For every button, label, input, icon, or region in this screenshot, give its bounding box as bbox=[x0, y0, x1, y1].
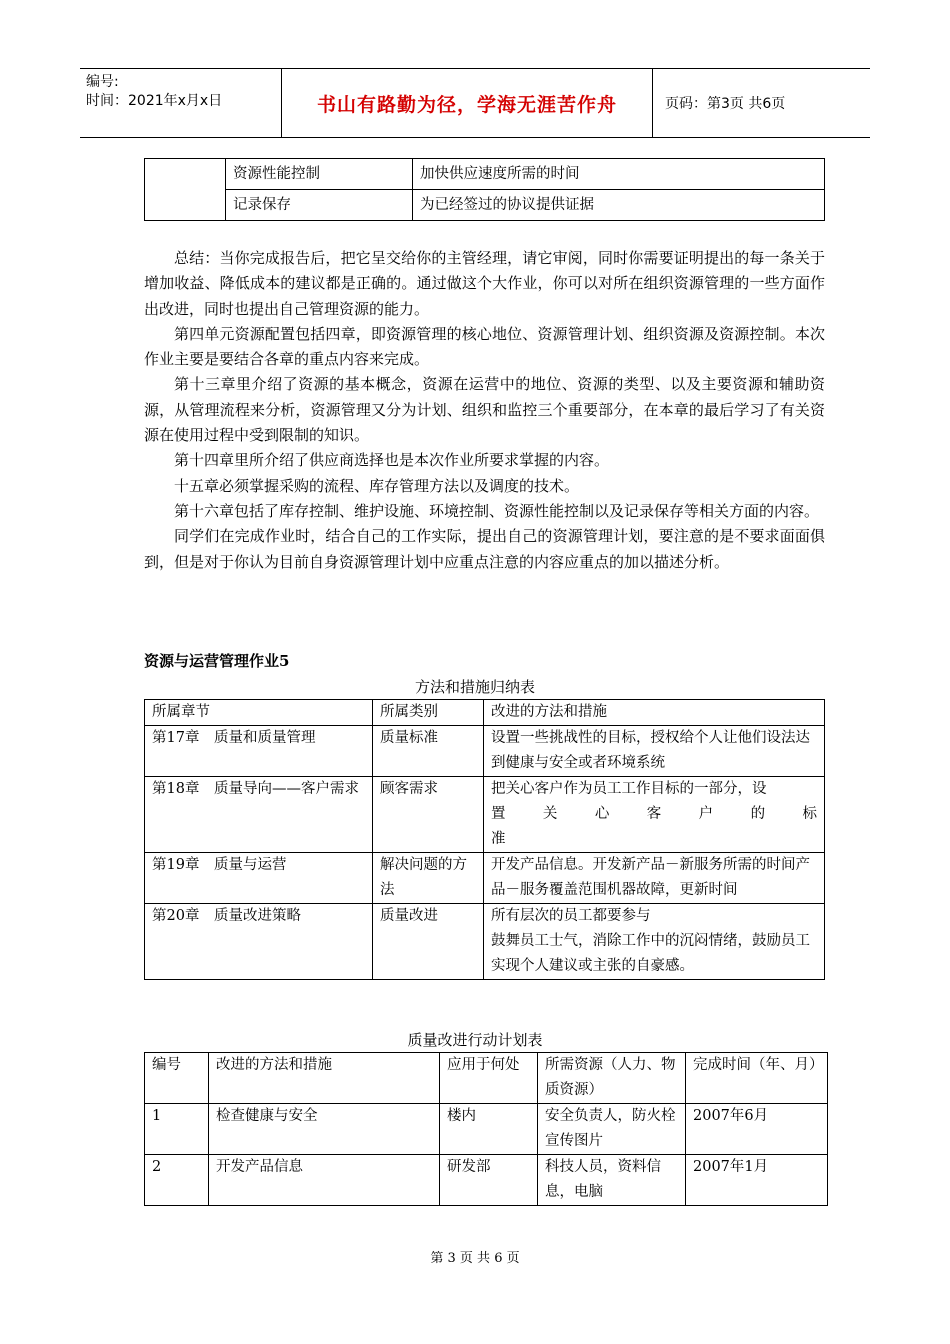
column-header: 编号 bbox=[145, 1053, 209, 1104]
table-cell: 顾客需求 bbox=[373, 777, 484, 853]
number-label: 编号: bbox=[86, 74, 119, 90]
table-row bbox=[145, 1155, 828, 1206]
table-cell: 第19章 质量与运营 bbox=[145, 853, 373, 904]
table-cell bbox=[484, 777, 825, 853]
table-cell: 记录保存 bbox=[226, 190, 413, 221]
table-row bbox=[145, 904, 825, 980]
plan-table bbox=[144, 1052, 828, 1206]
table-cell: 研发部 bbox=[440, 1155, 538, 1206]
cell-line: 所有层次的员工都要参与 bbox=[491, 908, 651, 924]
table-cell bbox=[484, 904, 825, 980]
column-header: 改进的方法和措施 bbox=[484, 700, 825, 726]
methods-table bbox=[144, 699, 825, 980]
empty-cell bbox=[145, 159, 226, 221]
table-header-row bbox=[145, 700, 825, 726]
table-cell: 资源性能控制 bbox=[226, 159, 413, 190]
cell-line: 置关心客户的标 bbox=[491, 806, 817, 822]
table-cell: 安全负责人，防火栓宣传图片 bbox=[538, 1104, 686, 1155]
table-cell: 质量改进 bbox=[373, 904, 484, 980]
column-header: 所需资源（人力、物质资源） bbox=[538, 1053, 686, 1104]
column-header: 所属类别 bbox=[373, 700, 484, 726]
header-page-label: 页码：第3页 共6页 bbox=[665, 96, 786, 112]
table-cell: 加快供应速度所需的时间 bbox=[413, 159, 825, 190]
column-header: 应用于何处 bbox=[440, 1053, 538, 1104]
paragraph: 第四单元资源配置包括四章，即资源管理的核心地位、资源管理计划、组织资源及资源控制。本次作业主要是要结合各章的重点内容来完成。 bbox=[144, 324, 825, 369]
table-row bbox=[145, 1104, 828, 1155]
cell-line: 鼓舞员工士气，消除工作中的沉闷情绪，鼓励员工实现个人建议或主张的自豪感。 bbox=[491, 933, 810, 974]
table-cell: 开发产品信息 bbox=[209, 1155, 440, 1206]
table-cell: 2 bbox=[145, 1155, 209, 1206]
cell-line: 准 bbox=[491, 831, 506, 847]
table-cell: 第17章 质量和质量管理 bbox=[145, 726, 373, 777]
table-cell: 设置一些挑战性的目标，授权给个人让他们设法达到健康与安全或者环境系统 bbox=[484, 726, 825, 777]
column-header: 完成时间（年、月） bbox=[686, 1053, 828, 1104]
paragraph: 同学们在完成作业时，结合自己的工作实际，提出自己的资源管理计划，要注意的是不要求面面俱到，但是对于你认为目前自身资源管理计划中应重点注意的内容应重点的加以描述分析。 bbox=[144, 527, 825, 571]
table-row bbox=[145, 159, 825, 190]
column-header: 所属章节 bbox=[145, 700, 373, 726]
table-cell: 科技人员，资料信息，电脑 bbox=[538, 1155, 686, 1206]
page-header bbox=[80, 68, 870, 138]
paragraph: 第十四章里所介绍了供应商选择也是本次作业所要求掌握的内容。 bbox=[174, 451, 610, 470]
table-header-row bbox=[145, 1053, 828, 1104]
section-title: 资源与运营管理作业5 bbox=[144, 652, 290, 670]
table-cell: 2007年6月 bbox=[686, 1104, 828, 1155]
table-row bbox=[145, 726, 825, 777]
methods-table-caption: 方法和措施归纳表 bbox=[414, 678, 535, 696]
paragraph: 十五章必须掌握采购的流程、库存管理方法以及调度的技术。 bbox=[174, 476, 580, 495]
column-header: 改进的方法和措施 bbox=[209, 1053, 440, 1104]
table-cell: 第20章 质量改进策略 bbox=[145, 904, 373, 980]
cell-line: 把关心客户作为员工工作目标的一部分，设 bbox=[491, 781, 767, 797]
paragraph: 第十三章里介绍了资源的基本概念，资源在运营中的地位、资源的类型、以及主要资源和辅助资源，从管理流程来分析，资源管理又分为计划、组织和监控三个重要部分，在本章的最后学习了有关资源在使用过程中受到限制的知识。 bbox=[144, 375, 825, 445]
table-row bbox=[145, 777, 825, 853]
paragraph: 总结：当你完成报告后，把它呈交给你的主管经理，请它审阅，同时你需要证明提出的每一条关于增加收益、降低成本的建议都是正确的。通过做这个大作业，你可以对所在组织资源管理的一些方面作出改进，同时也提出自己管理资源的能力。 bbox=[144, 249, 825, 318]
table-cell: 解决问题的方法 bbox=[373, 853, 484, 904]
table-cell: 1 bbox=[145, 1104, 209, 1155]
header-motto: 书山有路勤为径，学海无涯苦作舟 bbox=[282, 69, 653, 137]
paragraph: 第十六章包括了库存控制、维护设施、环境控制、资源性能控制以及记录保存等相关方面的内容。 bbox=[174, 501, 820, 520]
table-cell: 为已经签过的协议提供证据 bbox=[413, 190, 825, 221]
resource-table-continued bbox=[144, 158, 825, 221]
table-cell: 质量标准 bbox=[373, 726, 484, 777]
table-cell: 楼内 bbox=[440, 1104, 538, 1155]
header-meta bbox=[80, 69, 282, 137]
table-row bbox=[145, 853, 825, 904]
table-cell: 2007年1月 bbox=[686, 1155, 828, 1206]
table-cell: 第18章 质量导向——客户需求 bbox=[145, 777, 373, 853]
body-text bbox=[144, 246, 825, 575]
plan-table-caption: 质量改进行动计划表 bbox=[407, 1031, 543, 1049]
table-row bbox=[145, 190, 825, 221]
time-label: 时间：2021年x月x日 bbox=[86, 93, 223, 109]
page-footer: 第 3 页 共 6 页 bbox=[430, 1251, 520, 1266]
table-cell: 检查健康与安全 bbox=[209, 1104, 440, 1155]
table-cell: 开发产品信息。开发新产品－新服务所需的时间产品－服务覆盖范围机器故障，更新时间 bbox=[484, 853, 825, 904]
